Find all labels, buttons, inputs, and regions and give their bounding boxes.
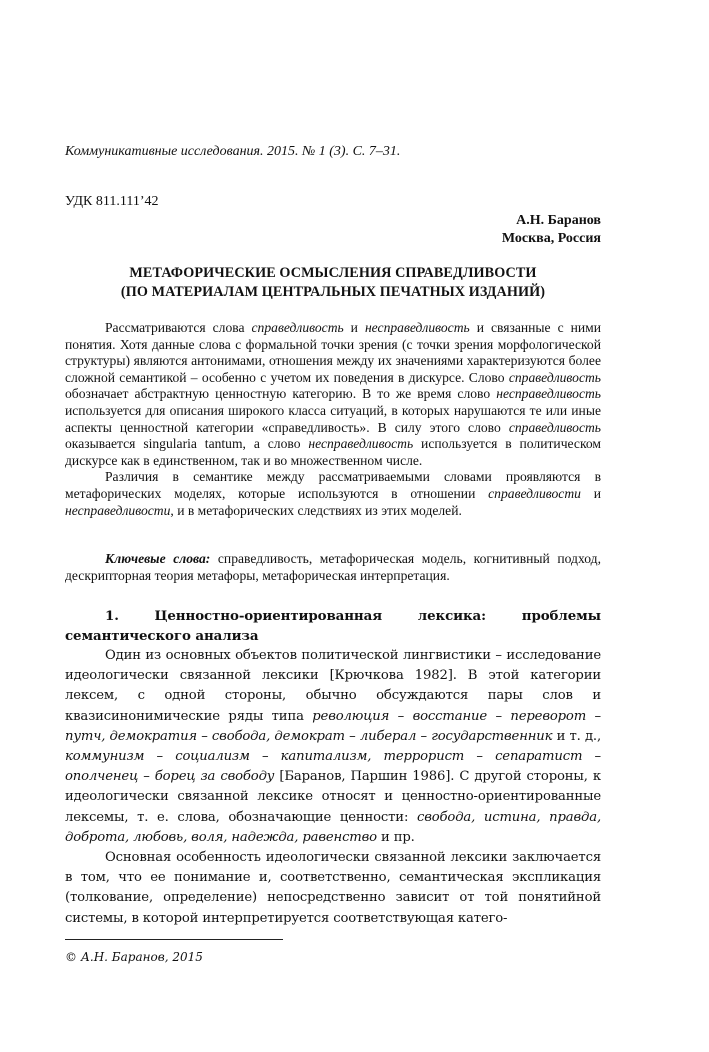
text-run: , и в метафорических следствиях из этих моделей. [170,502,462,518]
italic-run: коммунизм – социализм – капитализм, террорист – сепаратист – ополченец – борец за свободу [65,749,601,785]
text-run: оказывается singularia tantum, а слово [65,436,309,452]
udk-code: УДК 811.111’42 [65,194,159,209]
italic-run: несправедливость [364,320,470,335]
journal-reference: Коммуникативные исследования. 2015. № 1 (3). С. 7–31. [65,144,401,159]
text-run: Основная особенность идеологически связанной лексики заключается в том, что ее понимание и, соответственно, семантическая экспликация (толкование, определение) непосредственно зависит от той понятийной системы, в которой интерпретируется соответствующая катего- [65,850,601,926]
footnote-rule [65,939,283,940]
abstract [65,320,601,519]
italic-run: несправедливость [496,386,601,402]
text-run: Рассматриваются слова [105,320,252,335]
abstract-paragraph-2 [65,469,601,519]
text-run: [Баранов, Паршин 1986]. С другой стороны, к идеологически связанной лексике относят и ценностно-ориентированные лексемы, т. е. слова, обозначающие ценности: [65,769,601,825]
text-run: используется для описания широкого класса ситуаций, в которых нарушаются те или иные аспекты ценностной категории «справедливость». В силу этого слово [65,402,601,435]
text-run: Различия в семантике между рассматриваемыми словами проявляются в метафорических моделях, которые используются в отношении [65,469,601,501]
article-title [65,264,601,302]
copyright-note: © А.Н. Баранов, 2015 [65,950,203,964]
text-run: и [343,320,365,335]
keywords-text: справедливость, метафорическая модель, когнитивный подход, дескрипторная теория метафоры, метафорическая интерпретация. [65,551,601,583]
keywords [65,551,601,584]
abstract-paragraph-1 [65,320,601,469]
italic-run: справедливость [251,320,344,335]
text-run: и т. д., [552,728,601,744]
italic-run: справедливость [508,369,601,385]
text-run: используется в политическом дискурсе как в единственном, так и во множественном числе. [65,436,601,468]
text-run: и связанные с ними понятия. Хотя данные слова с формальной точки зрения (с точки зрения морфологической структуры) являются антонимами, отношения между их значениями характеризуются более сложной семантикой – особенно с учетом их поведения в дискурсе. Слово [65,320,601,385]
italic-run: свобода, истина, правда, доброта, любовь, воля, надежда, равенство [65,809,601,845]
text-run: обозначает абстрактную ценностную категорию. В то же время слово [65,386,497,402]
body-paragraph-1 [65,646,601,848]
author-name: А.Н. Баранов [516,213,601,228]
author-block [502,212,601,248]
italic-run: революция – восстание – переворот – путч, демократия – свобода, демократ – либерал – государственник [65,708,601,744]
title-line-2: (ПО МАТЕРИАЛАМ ЦЕНТРАЛЬНЫХ ПЕЧАТНЫХ ИЗДАНИЙ) [120,284,546,300]
section-heading: 1. Ценностно-ориентированная лексика: проблемы семантического анализа [65,608,601,644]
text-run: Один из основных объектов политической лингвистики – исследование идеологически связанной лексики [Крючкова 1982]. В этой категории лексем, с одной стороны, обычно обсуждаются пары слов и квазисинонимические ряды типа [65,648,601,724]
italic-run: несправедливость [308,436,414,452]
italic-run: справедливости [488,485,581,501]
italic-run: несправедливости [65,502,171,518]
section-body [65,646,601,929]
author-location: Москва, Россия [501,231,601,246]
title-line-1: МЕТАФОРИЧЕСКИЕ ОСМЫСЛЕНИЯ СПРАВЕДЛИВОСТИ [129,265,537,281]
keywords-label: Ключевые слова: [105,551,211,566]
italic-run: справедливость [508,419,601,435]
body-paragraph-2 [65,848,601,929]
text-run: и пр. [376,829,415,845]
text-run: и [580,485,601,501]
